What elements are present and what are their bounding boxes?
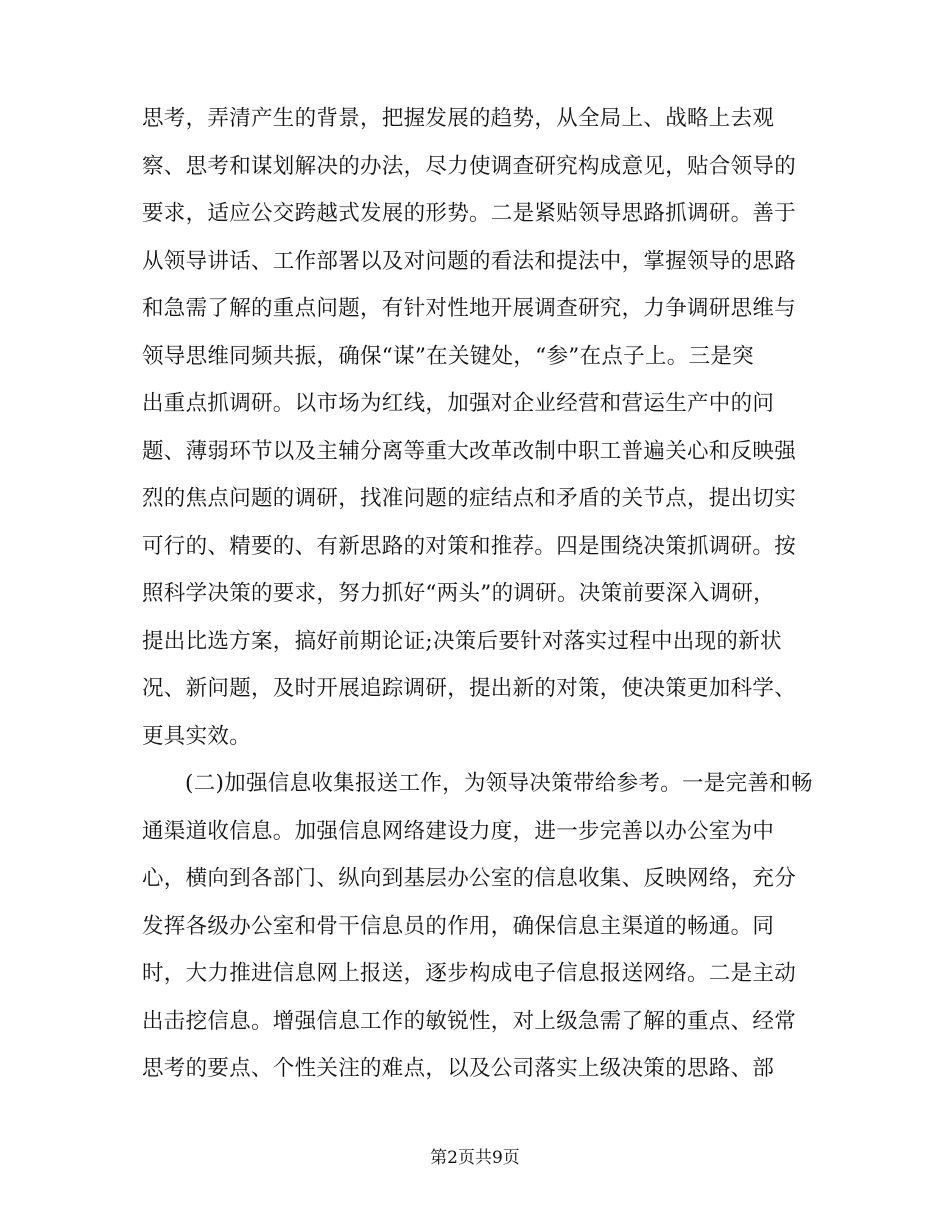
body-text-line: 察、思考和谋划解决的办法，尽力使调查研究构成意见，贴合领导的 xyxy=(142,154,797,179)
body-text-line: 时，大力推进信息网上报送，逐步构成电子信息报送网络。二是主动 xyxy=(142,961,797,986)
body-text-line: 思考的要点、个性关注的难点，以及公司落实上级决策的思路、部 xyxy=(142,1056,775,1081)
paragraph-heading-line: (二)加强信息收集报送工作，为领导决策带给参考。一是完善和畅 xyxy=(185,771,813,796)
body-text-line: 出击挖信息。增强信息工作的敏锐性，对上级急需了解的重点、经常 xyxy=(142,1009,797,1034)
page-number-footer: 第2页共9页 xyxy=(430,1148,520,1168)
body-text-line: 出重点抓调研。以市场为红线，加强对企业经营和营运生产中的问 xyxy=(142,391,775,416)
body-text-line: 发挥各级办公室和骨干信息员的作用，确保信息主渠道的畅通。同 xyxy=(142,914,775,939)
body-text-line: 通渠道收信息。加强信息网络建设力度，进一步完善以办公室为中 xyxy=(142,819,775,844)
body-text-line: 照科学决策的要求，努力抓好“两头”的调研。决策前要深入调研， xyxy=(142,581,775,606)
body-text-line: 提出比选方案，搞好前期论证;决策后要针对落实过程中出现的新状 xyxy=(142,629,782,654)
body-text-line: 况、新问题，及时开展追踪调研，提出新的对策，使决策更加科学、 xyxy=(142,676,797,701)
body-text-line: 可行的、精要的、有新思路的对策和推荐。四是围绕决策抓调研。按 xyxy=(142,534,797,559)
body-text-line: 思考，弄清产生的背景，把握发展的趋势，从全局上、战略上去观 xyxy=(142,106,775,131)
body-text-line: 要求，适应公交跨越式发展的形势。二是紧贴领导思路抓调研。善于 xyxy=(142,201,797,226)
body-text-line: 领导思维同频共振，确保“谋”在关键处，“参”在点子上。三是突 xyxy=(142,344,754,369)
body-text-line: 更具实效。 xyxy=(142,724,252,749)
body-text-line: 题、薄弱环节以及主辅分离等重大改革改制中职工普遍关心和反映强 xyxy=(142,439,797,464)
body-text-line: 和急需了解的重点问题，有针对性地开展调查研究，力争调研思维与 xyxy=(142,296,797,321)
body-text-line: 心，横向到各部门、纵向到基层办公室的信息收集、反映网络，充分 xyxy=(142,866,797,891)
body-text-line: 烈的焦点问题的调研，找准问题的症结点和矛盾的关节点，提出切实 xyxy=(142,486,797,511)
body-text-line: 从领导讲话、工作部署以及对问题的看法和提法中，掌握领导的思路 xyxy=(142,249,797,274)
